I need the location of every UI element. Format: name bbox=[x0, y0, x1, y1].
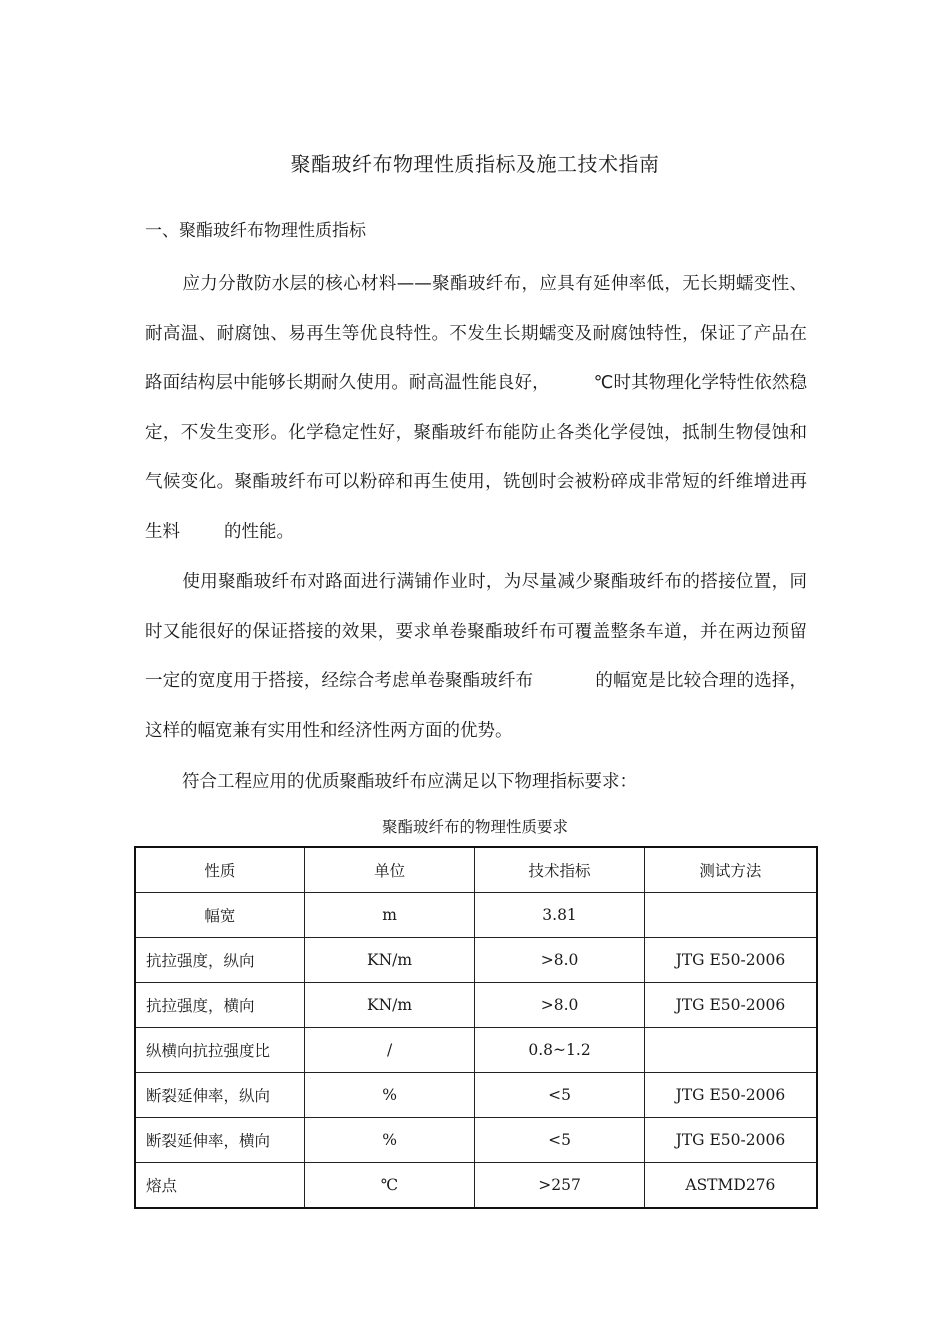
properties-table bbox=[134, 846, 818, 1209]
paragraph-width-part2: 的幅宽是比较合理的选择，这样的幅宽兼有实用性和经济性两方面的优势。 bbox=[145, 671, 807, 741]
header-property: 性质 bbox=[135, 847, 304, 893]
row-width-property: 幅宽 bbox=[135, 893, 304, 938]
paragraph-properties bbox=[145, 260, 807, 557]
document-title: 聚酯玻纤布物理性质指标及施工技术指南 bbox=[290, 152, 660, 176]
table-row bbox=[135, 893, 817, 938]
paragraph-properties-part1: 应力分散防水层的核心材料——聚酯玻纤布，应具有延伸率低，无长期蠕变性、耐高温、耐腐蚀、易再生等优良特性。不发生长期蠕变及耐腐蚀特性，保证了产品在路面结构层中能够长期耐久使用。耐高温性能良好， bbox=[145, 274, 807, 393]
table-row bbox=[135, 938, 817, 983]
header-test-method: 测试方法 bbox=[644, 847, 817, 893]
row-elong-long-method: JTG E50-2006 bbox=[644, 1073, 817, 1118]
header-unit: 单位 bbox=[304, 847, 474, 893]
row-elong-trans-spec: <5 bbox=[475, 1118, 645, 1163]
row-melting-spec: >257 bbox=[475, 1163, 645, 1209]
paragraph-width-part1: 使用聚酯玻纤布对路面进行满铺作业时，为尽量减少聚酯玻纤布的搭接位置，同时又能很好的保证搭接的效果，要求单卷聚酯玻纤布可覆盖整条车道，并在两边预留一定的宽度用于搭接，经综合考虑单卷聚酯玻纤布 bbox=[145, 572, 807, 691]
paragraph-properties-part2: ℃时其物理化学特性依然稳定，不发生变形。化学稳定性好，聚酯玻纤布能防止各类化学侵蚀，抵制生物侵蚀和气候变化。聚酯玻纤布可以粉碎和再生使用，铣刨时会被粉碎成非常短的纤维增进再生料 bbox=[145, 373, 808, 542]
row-elong-long-spec: <5 bbox=[475, 1073, 645, 1118]
table-header-row bbox=[135, 847, 817, 893]
row-melting-method: ASTMD276 bbox=[644, 1163, 817, 1209]
table-row bbox=[135, 1028, 817, 1073]
row-elong-long-property: 断裂延伸率，纵向 bbox=[135, 1073, 304, 1118]
row-melting-property: 熔点 bbox=[135, 1163, 304, 1209]
row-tensile-long-method: JTG E50-2006 bbox=[644, 938, 817, 983]
table-caption: 聚酯玻纤布的物理性质要求 bbox=[381, 818, 568, 836]
row-tensile-trans-unit: KN/m bbox=[304, 983, 474, 1028]
section-heading: 一、聚酯玻纤布物理性质指标 bbox=[145, 221, 366, 241]
header-spec: 技术指标 bbox=[475, 847, 645, 893]
row-width-method bbox=[644, 893, 817, 938]
paragraph-requirements bbox=[145, 758, 807, 808]
row-tensile-trans-property: 抗拉强度，横向 bbox=[135, 983, 304, 1028]
row-tensile-long-unit: KN/m bbox=[304, 938, 474, 983]
row-ratio-spec: 0.8~1.2 bbox=[475, 1028, 645, 1073]
table-row bbox=[135, 1073, 817, 1118]
row-width-unit: m bbox=[304, 893, 474, 938]
row-elong-trans-unit: % bbox=[304, 1118, 474, 1163]
row-tensile-trans-method: JTG E50-2006 bbox=[644, 983, 817, 1028]
row-ratio-unit: / bbox=[304, 1028, 474, 1073]
paragraph-requirements-text: 符合工程应用的优质聚酯玻纤布应满足以下物理指标要求： bbox=[182, 772, 637, 792]
paragraph-width bbox=[145, 558, 807, 756]
paragraph-properties-part3: 的性能。 bbox=[224, 521, 294, 542]
row-melting-unit: ℃ bbox=[304, 1163, 474, 1209]
row-elong-long-unit: % bbox=[304, 1073, 474, 1118]
table-row bbox=[135, 1163, 817, 1209]
row-width-spec: 3.81 bbox=[475, 893, 645, 938]
row-elong-trans-property: 断裂延伸率，横向 bbox=[135, 1118, 304, 1163]
row-tensile-long-spec: >8.0 bbox=[475, 938, 645, 983]
row-tensile-trans-spec: >8.0 bbox=[475, 983, 645, 1028]
row-tensile-long-property: 抗拉强度，纵向 bbox=[135, 938, 304, 983]
row-ratio-property: 纵横向抗拉强度比 bbox=[135, 1028, 304, 1073]
table-row bbox=[135, 1118, 817, 1163]
table-row bbox=[135, 983, 817, 1028]
row-elong-trans-method: JTG E50-2006 bbox=[644, 1118, 817, 1163]
row-ratio-method bbox=[644, 1028, 817, 1073]
